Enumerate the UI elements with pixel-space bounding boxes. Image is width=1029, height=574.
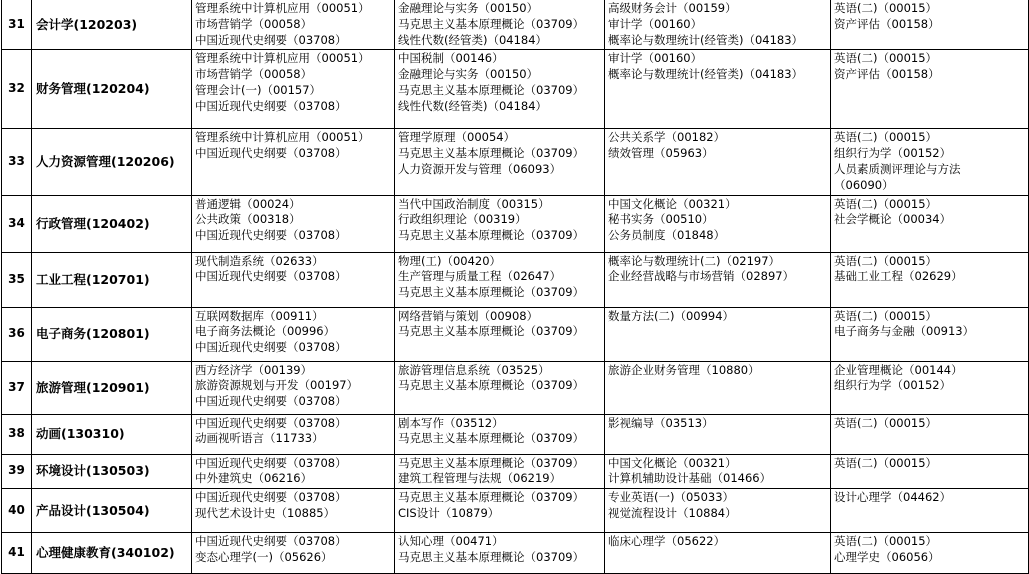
course-item: 旅游管理信息系统（03525）	[398, 362, 550, 377]
course-item: 公共关系学（00182）	[608, 130, 726, 145]
course-cell-4	[831, 195, 1029, 252]
row-number: 32	[2, 50, 32, 129]
course-item: 管理学原理（00054）	[398, 130, 516, 145]
exam-schedule-table	[1, 0, 1029, 574]
course-item: 网络营销与策划（00908）	[398, 308, 539, 323]
course-item: 设计心理学（04462）	[834, 490, 952, 505]
table-row	[2, 252, 1029, 307]
course-item: 旅游企业财务管理（10880）	[608, 362, 760, 377]
course-cell-4	[831, 129, 1029, 195]
course-item: 秘书实务（00510）	[608, 212, 714, 227]
course-item: 中国近现代史纲要（03708）	[195, 269, 347, 284]
course-item: 电子商务法概论（00996）	[195, 324, 336, 339]
course-item: 互联网数据库（00911）	[195, 308, 324, 323]
major-name: 旅游管理(120901)	[32, 361, 192, 414]
course-item: 剧本写作（03512）	[398, 415, 504, 430]
course-cell-3	[605, 489, 831, 533]
table-body	[2, 0, 1029, 574]
table-row	[2, 361, 1029, 414]
course-item: 公共政策（00318）	[195, 212, 301, 227]
course-item: 视觉流程设计（10884）	[608, 505, 737, 520]
row-number: 34	[2, 195, 32, 252]
course-cell-1	[192, 252, 395, 307]
course-item: 中国文化概论（00321）	[608, 196, 737, 211]
course-cell-3	[605, 129, 831, 195]
course-item: 现代艺术设计史（10885）	[195, 505, 336, 520]
course-item: 中国近现代史纲要（03708）	[195, 415, 347, 430]
row-number: 36	[2, 307, 32, 361]
course-cell-2	[395, 0, 605, 50]
course-cell-4	[831, 307, 1029, 361]
course-item: 英语(二)（00015）	[834, 1, 938, 15]
course-item: 现代制造系统（02633）	[195, 253, 324, 268]
major-name: 动画(130310)	[32, 414, 192, 454]
course-item: 金融理论与实务（00150）	[398, 1, 539, 15]
course-cell-2	[395, 533, 605, 574]
course-cell-3	[605, 195, 831, 252]
course-item: 中外建筑史（06216）	[195, 471, 313, 486]
course-cell-4	[831, 361, 1029, 414]
course-cell-4	[831, 489, 1029, 533]
course-cell-2	[395, 129, 605, 195]
course-item: （06090）	[834, 177, 894, 192]
table-row	[2, 129, 1029, 195]
course-item: 马克思主义基本原理概论（03709）	[398, 490, 585, 505]
row-number: 39	[2, 454, 32, 489]
course-item: 中国近现代史纲要（03708）	[195, 534, 347, 549]
course-item: CIS设计（10879）	[398, 505, 500, 520]
course-cell-2	[395, 50, 605, 129]
course-cell-1	[192, 489, 395, 533]
table-row	[2, 0, 1029, 50]
course-item: 概率论与数理统计(经管类)（04183）	[608, 67, 804, 82]
major-name: 产品设计(130504)	[32, 489, 192, 533]
course-item: 英语(二)（00015）	[834, 130, 938, 145]
course-item: 英语(二)（00015）	[834, 455, 938, 470]
course-item: 专业英语(一)（05033）	[608, 490, 735, 505]
major-name: 工业工程(120701)	[32, 252, 192, 307]
course-item: 马克思主义基本原理概论（03709）	[398, 228, 585, 243]
course-item: 资产评估（00158）	[834, 16, 940, 31]
course-item: 旅游资源规划与开发（00197）	[195, 378, 359, 393]
course-item: 马克思主义基本原理概论（03709）	[398, 431, 585, 446]
course-cell-2	[395, 454, 605, 489]
course-item: 绩效管理（05963）	[608, 146, 714, 161]
course-item: 英语(二)（00015）	[834, 51, 938, 66]
course-item: 动画视听语言（11733）	[195, 431, 324, 446]
row-number: 35	[2, 252, 32, 307]
course-item: 英语(二)（00015）	[834, 534, 938, 549]
course-item: 资产评估（00158）	[834, 67, 940, 82]
course-item: 高级财务会计（00159）	[608, 1, 737, 15]
course-item: 金融理论与实务（00150）	[398, 67, 539, 82]
course-cell-3	[605, 0, 831, 50]
course-item: 社会学概论（00034）	[834, 212, 952, 227]
major-name: 心理健康教育(340102)	[32, 533, 192, 574]
course-cell-3	[605, 50, 831, 129]
course-item: 中国税制（00146）	[398, 51, 504, 66]
course-item: 马克思主义基本原理概论（03709）	[398, 378, 585, 393]
course-item: 管理系统中计算机应用（00051）	[195, 1, 370, 15]
course-cell-3	[605, 533, 831, 574]
row-number: 31	[2, 0, 32, 50]
course-item: 电子商务与金融（00913）	[834, 324, 975, 339]
course-cell-1	[192, 533, 395, 574]
course-item: 人力资源开发与管理（06093）	[398, 161, 562, 176]
course-cell-2	[395, 195, 605, 252]
table-row	[2, 307, 1029, 361]
course-item: 英语(二)（00015）	[834, 415, 938, 430]
course-cell-2	[395, 414, 605, 454]
course-item: 公务员制度（01848）	[608, 228, 726, 243]
course-item: 管理系统中计算机应用（00051）	[195, 51, 370, 66]
course-item: 英语(二)（00015）	[834, 253, 938, 268]
course-cell-1	[192, 361, 395, 414]
course-item: 英语(二)（00015）	[834, 308, 938, 323]
course-item: 马克思主义基本原理概论（03709）	[398, 82, 585, 97]
course-item: 中国近现代史纲要（03708）	[195, 146, 347, 161]
table-row	[2, 195, 1029, 252]
table-row	[2, 533, 1029, 574]
major-name: 财务管理(120204)	[32, 50, 192, 129]
course-item: 企业管理概论（00144）	[834, 362, 963, 377]
table-row	[2, 489, 1029, 533]
course-item: 概率论与数理统计(经管类)（04183）	[608, 32, 804, 47]
course-item: 中国近现代史纲要（03708）	[195, 394, 347, 409]
table-row	[2, 454, 1029, 489]
course-item: 马克思主义基本原理概论（03709）	[398, 324, 585, 339]
course-cell-2	[395, 307, 605, 361]
row-number: 33	[2, 129, 32, 195]
major-name: 人力资源管理(120206)	[32, 129, 192, 195]
course-cell-1	[192, 129, 395, 195]
course-item: 基础工业工程（02629）	[834, 269, 963, 284]
course-cell-3	[605, 454, 831, 489]
course-item: 概率论与数理统计(二)（02197）	[608, 253, 781, 268]
course-item: 生产管理与质量工程（02647）	[398, 269, 562, 284]
course-item: 组织行为学（00152）	[834, 146, 952, 161]
course-cell-1	[192, 307, 395, 361]
course-cell-3	[605, 361, 831, 414]
course-item: 变态心理学(一)（05626）	[195, 549, 333, 564]
course-item: 线性代数(经管类)（04184）	[398, 98, 548, 113]
table-row	[2, 50, 1029, 129]
course-item: 数量方法(二)（00994）	[608, 308, 735, 323]
course-cell-1	[192, 50, 395, 129]
course-cell-2	[395, 361, 605, 414]
major-name: 会计学(120203)	[32, 0, 192, 50]
course-item: 中国文化概论（00321）	[608, 455, 737, 470]
course-item: 审计学（00160）	[608, 51, 703, 66]
row-number: 38	[2, 414, 32, 454]
course-cell-1	[192, 414, 395, 454]
course-item: 管理会计(一)（00157）	[195, 82, 322, 97]
course-item: 当代中国政治制度（00315）	[398, 196, 550, 211]
table-row	[2, 414, 1029, 454]
course-cell-1	[192, 195, 395, 252]
major-name: 行政管理(120402)	[32, 195, 192, 252]
course-item: 影视编导（03513）	[608, 415, 714, 430]
course-item: 普通逻辑（00024）	[195, 196, 301, 211]
course-item: 认知心理（00471）	[398, 534, 504, 549]
course-cell-1	[192, 0, 395, 50]
course-cell-1	[192, 454, 395, 489]
course-item: 线性代数(经管类)（04184）	[398, 32, 548, 47]
course-cell-4	[831, 454, 1029, 489]
course-item: 物理(工)（00420）	[398, 253, 502, 268]
course-cell-4	[831, 533, 1029, 574]
course-cell-4	[831, 414, 1029, 454]
course-item: 中国近现代史纲要（03708）	[195, 455, 347, 470]
row-number: 40	[2, 489, 32, 533]
course-item: 马克思主义基本原理概论（03709）	[398, 16, 585, 31]
course-cell-4	[831, 252, 1029, 307]
major-name: 电子商务(120801)	[32, 307, 192, 361]
course-item: 审计学（00160）	[608, 16, 703, 31]
row-number: 41	[2, 533, 32, 574]
course-item: 马克思主义基本原理概论（03709）	[398, 549, 585, 564]
course-item: 中国近现代史纲要（03708）	[195, 490, 347, 505]
course-item: 人员素质测评理论与方法	[834, 161, 961, 176]
course-cell-3	[605, 252, 831, 307]
course-item: 西方经济学（00139）	[195, 362, 313, 377]
course-cell-2	[395, 489, 605, 533]
course-cell-3	[605, 414, 831, 454]
course-item: 企业经营战略与市场营销（02897）	[608, 269, 795, 284]
course-cell-4	[831, 0, 1029, 50]
course-item: 英语(二)（00015）	[834, 196, 938, 211]
course-item: 计算机辅助设计基础（01466）	[608, 471, 772, 486]
course-item: 马克思主义基本原理概论（03709）	[398, 455, 585, 470]
course-item: 建筑工程管理与法规（06219）	[398, 471, 562, 486]
major-name: 环境设计(130503)	[32, 454, 192, 489]
course-item: 临床心理学（05622）	[608, 534, 726, 549]
course-item: 中国近现代史纲要（03708）	[195, 228, 347, 243]
course-item: 马克思主义基本原理概论（03709）	[398, 285, 585, 300]
course-item: 中国近现代史纲要（03708）	[195, 32, 347, 47]
course-cell-4	[831, 50, 1029, 129]
course-item: 组织行为学（00152）	[834, 378, 952, 393]
course-item: 行政组织理论（00319）	[398, 212, 527, 227]
course-item: 市场营销学（00058）	[195, 16, 313, 31]
course-item: 市场营销学（00058）	[195, 67, 313, 82]
course-item: 马克思主义基本原理概论（03709）	[398, 146, 585, 161]
course-item: 心理学史（06056）	[834, 549, 940, 564]
course-item: 中国近现代史纲要（03708）	[195, 98, 347, 113]
row-number: 37	[2, 361, 32, 414]
course-cell-3	[605, 307, 831, 361]
course-item: 管理系统中计算机应用（00051）	[195, 130, 370, 145]
course-item: 中国近现代史纲要（03708）	[195, 340, 347, 355]
course-cell-2	[395, 252, 605, 307]
